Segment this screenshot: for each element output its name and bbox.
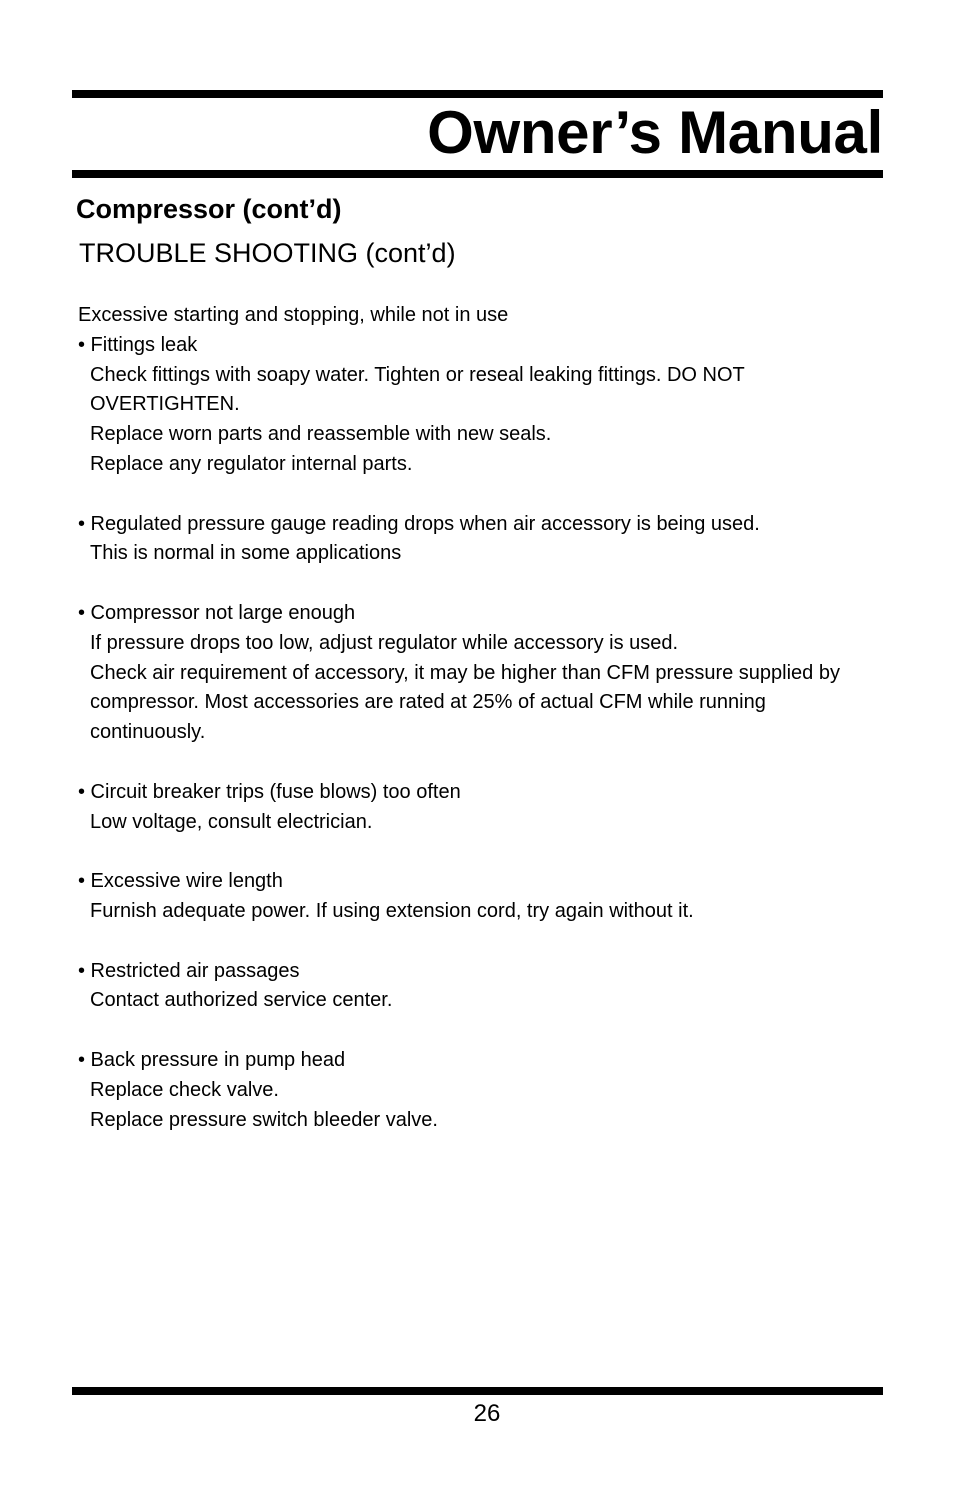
trouble-item-heading: • Regulated pressure gauge reading drops when air accessory is being used. [78,512,760,535]
trouble-item-remedy: Furnish adequate power. If using extension cord, try again without it. [90,899,694,922]
trouble-item [78,1046,898,1135]
trouble-item-heading: • Restricted air passages [78,959,300,982]
trouble-item-remedy: Check air requirement of accessory, it may be higher than CFM pressure supplied by [90,661,840,684]
trouble-item-heading: • Excessive wire length [78,870,283,893]
page-number: 26 [473,1400,501,1427]
trouble-item [78,599,898,748]
trouble-item-remedy: Check fittings with soapy water. Tighten or reseal leaking fittings. DO NOT [90,363,745,386]
trouble-item-heading: • Fittings leak [78,333,198,356]
trouble-item-heading: • Back pressure in pump head [78,1048,346,1071]
trouble-item-remedy: compressor. Most accessories are rated at 25% of actual CFM while running [90,691,766,714]
footer-rule [72,1387,883,1395]
trouble-item-remedy: OVERTIGHTEN. [90,393,240,416]
trouble-item-remedy: If pressure drops too low, adjust regulator while accessory is used. [90,631,679,654]
trouble-item-remedy: Low voltage, consult electrician. [90,810,373,833]
trouble-item-heading: • Circuit breaker trips (fuse blows) too often [78,780,461,803]
trouble-item-remedy: Replace check valve. [90,1078,279,1101]
subsection-title: TROUBLE SHOOTING (cont’d) [79,238,456,268]
trouble-item [78,778,898,838]
trouble-item-heading: • Compressor not large enough [78,601,356,624]
trouble-item-remedy: Replace worn parts and reassemble with new seals. [90,423,552,446]
trouble-item-remedy: This is normal in some applications [90,542,402,565]
trouble-item-remedy: Replace pressure switch bleeder valve. [90,1108,438,1131]
trouble-item [78,957,898,1017]
troubleshooting-content [78,301,898,1165]
section-title: Compressor (cont’d) [76,194,342,224]
document-title: Owner’s Manual [427,99,883,166]
trouble-item [78,331,898,480]
trouble-item-remedy: continuously. [90,721,206,744]
trouble-item-remedy: Replace any regulator internal parts. [90,452,413,475]
trouble-item-remedy: Contact authorized service center. [90,989,393,1012]
symptom-intro: Excessive starting and stopping, while not in use [78,304,509,326]
header-bottom-rule [72,170,883,178]
trouble-item [78,510,898,570]
header-top-rule [72,90,883,98]
troubleshooting-list [78,331,898,1136]
trouble-item [78,867,898,927]
